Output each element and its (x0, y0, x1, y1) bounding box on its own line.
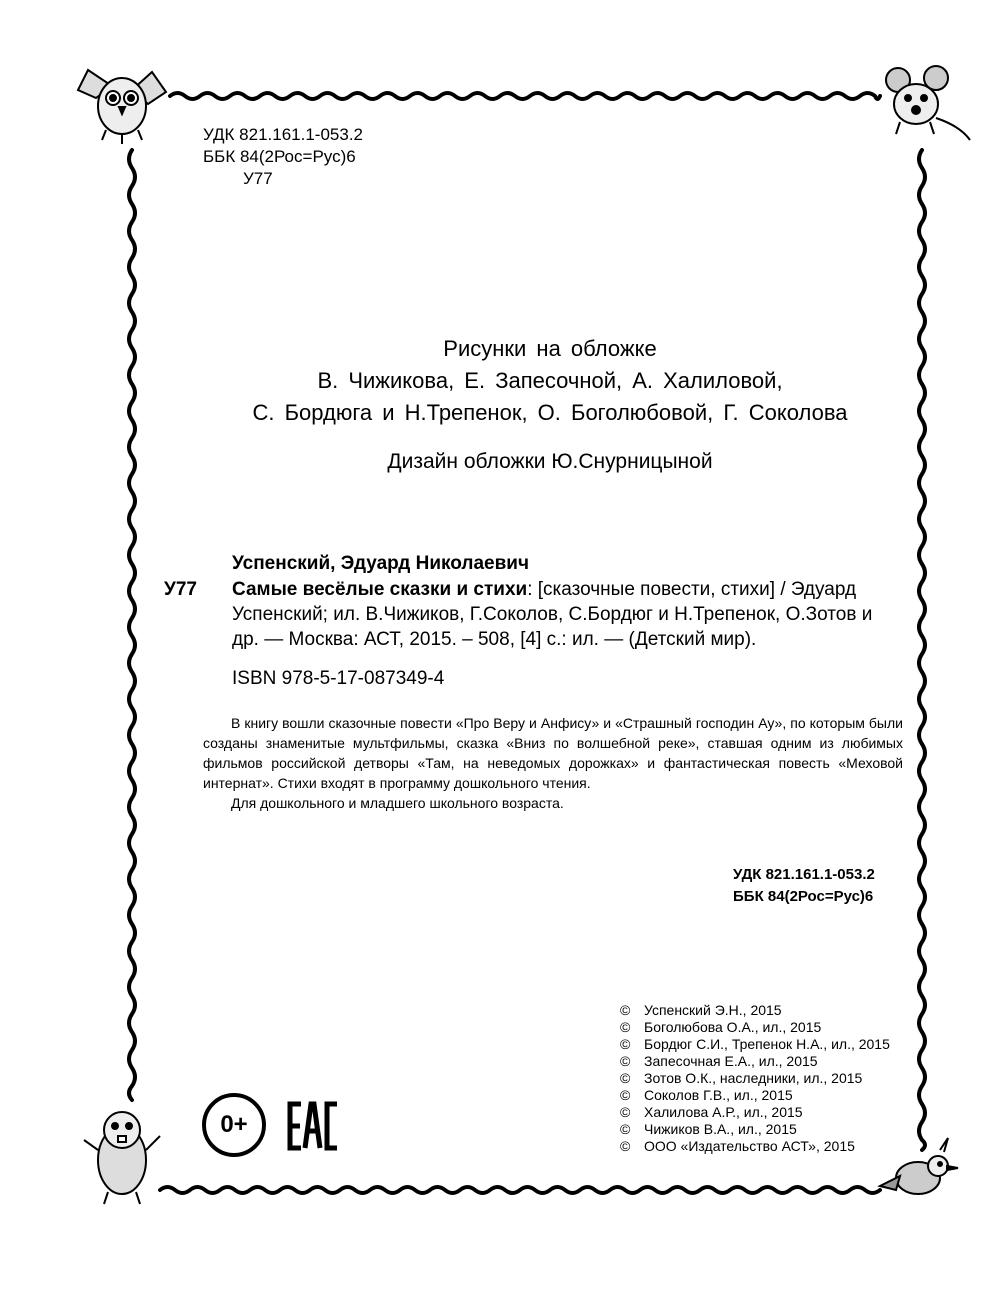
copyright-text: Чижиков В.А., ил., 2015 (644, 1121, 797, 1137)
author-sign-left: У77 (164, 579, 197, 600)
copyright-item (620, 1087, 890, 1104)
copyright-symbol: © (620, 1087, 631, 1103)
annotation-paragraph: В книгу вошли сказочные повести «Про Веру и Анфису» и «Страшный господин Ау», по которым были созданы знаменитые мультфильмы, сказка «Вниз по волшебной реке», ставшая одним из любимых фильмов российской детворы «Там, на неведомых дорожках» и фантастическая повесть «Меховой интернат». Стихи входят в программу дошкольного чтения. (203, 715, 903, 791)
author-sign-code: У77 (243, 169, 273, 188)
eac-certification-mark (287, 1101, 341, 1151)
audience-note: Для дошкольного и младшего школьного возраста. (231, 795, 564, 811)
top-wavy-line (170, 93, 880, 99)
annotation (203, 713, 903, 813)
copyright-item (620, 1138, 890, 1155)
owl-illustration-icon (78, 70, 166, 144)
copyright-symbol: © (620, 1138, 631, 1154)
copyright-text: ООО «Издательство АСТ», 2015 (644, 1138, 855, 1154)
copyright-symbol: © (620, 1121, 631, 1137)
copyright-symbol: © (620, 1053, 631, 1069)
udk-code-bottom: УДК 821.161.1-053.2 (733, 866, 875, 883)
copyright-symbol: © (620, 1070, 631, 1086)
credits-heading: Рисунки на обложке (443, 336, 657, 361)
credits-names-line-2: С. Бордюга и Н.Трепенок, О. Боголюбовой, Г. Соколова (252, 400, 848, 425)
copyright-symbol: © (620, 1002, 631, 1018)
cover-illustrators-credit (200, 333, 900, 429)
classification-codes-top (203, 124, 363, 190)
bbk-code: ББК 84(2Рос=Рус)6 (203, 147, 356, 166)
mouse-illustration-icon (886, 66, 970, 140)
copyright-text: Успенский Э.Н., 2015 (644, 1002, 782, 1018)
book-description: : [сказочные повести, стихи] / Эдуард Успенский; ил. В.Чижиков, Г.Соколов, С.Бордюг и Н.Трепенок, О.Зотов и др. — Москва: АСТ, 2015. – 508, [4] с.: ил. — (Детский мир). (232, 579, 873, 650)
copyright-list (620, 1002, 890, 1155)
bottom-wavy-line (160, 1187, 880, 1193)
isbn: ISBN 978-5-17-087349-4 (232, 668, 445, 689)
bibliographic-description (232, 577, 904, 652)
copyright-text: Халилова А.Р., ил., 2015 (644, 1104, 803, 1120)
right-wavy-line (919, 150, 925, 1150)
copyright-text: Соколов Г.В., ил., 2015 (644, 1087, 793, 1103)
copyright-symbol: © (620, 1104, 631, 1120)
udk-code: УДК 821.161.1-053.2 (203, 125, 364, 144)
bbk-code-bottom: ББК 84(2Рос=Рус)6 (733, 888, 874, 905)
bird-illustration-icon (880, 1138, 958, 1194)
copyright-item (620, 1104, 890, 1121)
copyright-item (620, 1121, 890, 1138)
copyright-item (620, 1070, 890, 1087)
copyright-text: Запесочная Е.А., ил., 2015 (644, 1053, 818, 1069)
cover-design-credit: Дизайн обложки Ю.Снурницыной (387, 450, 713, 473)
left-wavy-line (129, 150, 135, 1100)
copyright-item (620, 1019, 890, 1036)
copyright-item (620, 1002, 890, 1019)
copyright-text: Боголюбова О.А., ил., 2015 (644, 1019, 822, 1035)
author-heading: Успенский, Эдуард Николаевич (232, 553, 530, 574)
copyright-symbol: © (620, 1036, 631, 1052)
beaver-illustration-icon (84, 1112, 160, 1204)
copyright-item (620, 1053, 890, 1070)
age-rating-badge: 0+ (202, 1093, 266, 1157)
copyright-symbol: © (620, 1019, 631, 1035)
copyright-item (620, 1036, 890, 1053)
copyright-text: Зотов О.К., наследники, ил., 2015 (644, 1070, 863, 1086)
classification-codes-bottom (733, 864, 875, 908)
credits-names-line-1: В. Чижикова, Е. Запесочной, А. Халиловой, (317, 368, 783, 393)
book-title: Самые весёлые сказки и стихи (232, 579, 528, 600)
copyright-text: Бордюг С.И., Трепенок Н.А., ил., 2015 (644, 1036, 890, 1052)
